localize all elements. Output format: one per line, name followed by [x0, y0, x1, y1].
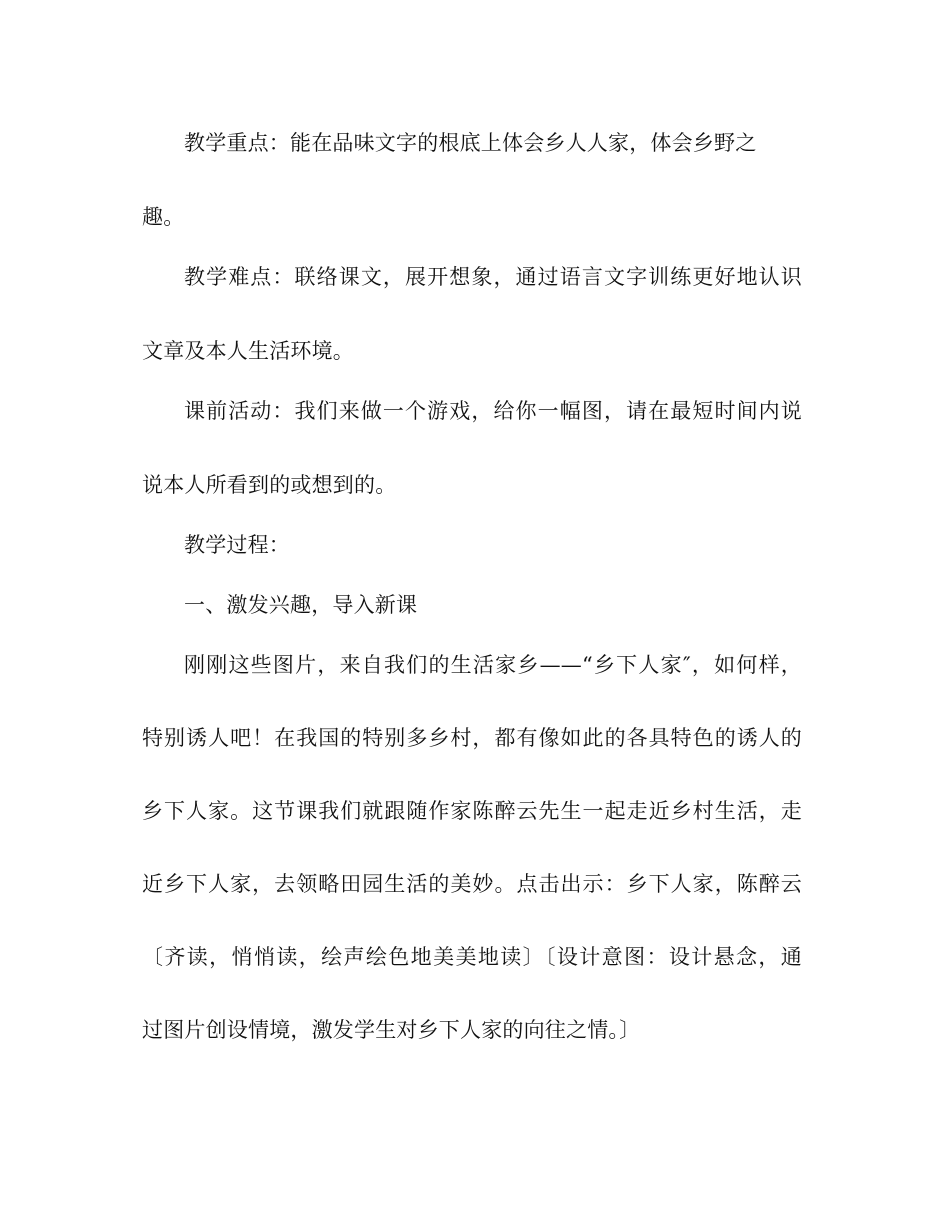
paragraph-line: 特别诱人吧！在我国的特别多乡村，都有像如此的各具特色的诱人的 — [142, 726, 802, 750]
paragraph-line: 教学重点：能在品味文字的根底上体会乡人人家，体会乡野之 — [184, 131, 757, 155]
paragraph-line: 教学难点：联络课文，展开想象，通过语言文字训练更好地认识 — [184, 265, 802, 289]
paragraph-line: 过图片创设情境，激发学生对乡下人家的向往之情。〕 — [142, 1018, 641, 1042]
paragraph-line: 文章及本人生活环境。 — [142, 339, 354, 363]
paragraph-line: 近乡下人家，去领略田园生活的美妙。点击出示：乡下人家，陈醉云 — [142, 872, 802, 896]
paragraph-line: 趣。 — [142, 205, 185, 229]
paragraph-line: 乡下人家。这节课我们就跟随作家陈醉云先生一起走近乡村生活，走 — [142, 799, 802, 823]
paragraph-line: 〔齐读，悄悄读，绘声绘色地美美地读〕〔设计意图：设计悬念，通 — [142, 945, 802, 969]
section-heading: 教学过程： — [184, 533, 290, 557]
section-heading: 一、激发兴趣，导入新课 — [184, 593, 418, 617]
paragraph-line: 说本人所看到的或想到的。 — [142, 473, 397, 497]
paragraph-line: 课前活动：我们来做一个游戏，给你一幅图，请在最短时间内说 — [184, 399, 802, 423]
paragraph-line: 刚刚这些图片，来自我们的生活家乡——“乡下人家″，如何样， — [184, 653, 802, 677]
